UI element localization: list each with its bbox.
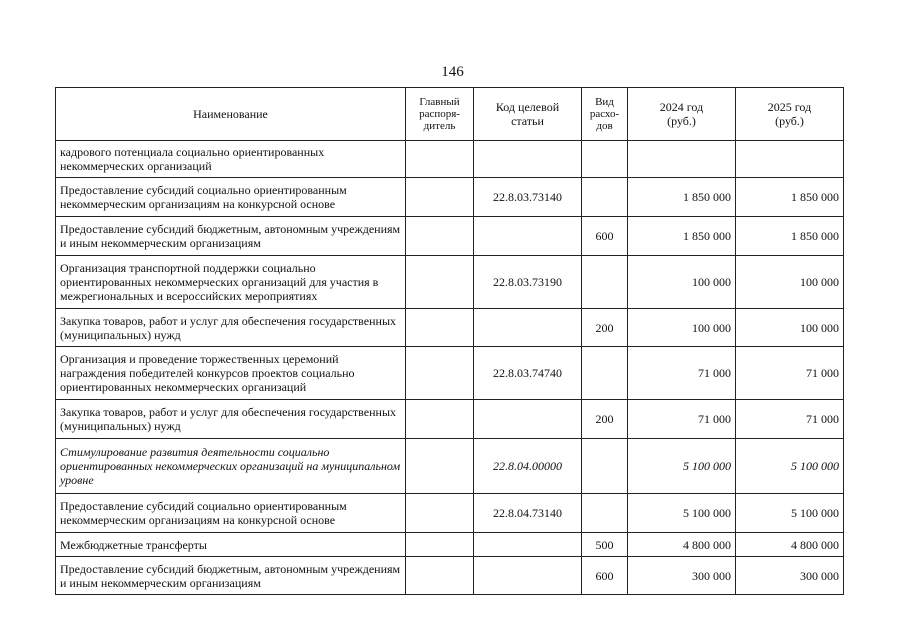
row-code <box>474 217 582 256</box>
row-manager <box>406 400 474 439</box>
table-row <box>56 439 844 494</box>
row-code <box>474 400 582 439</box>
row-code: 22.8.03.74740 <box>474 347 582 400</box>
row-manager <box>406 557 474 595</box>
row-2024: 5 100 000 <box>628 439 736 494</box>
table-row <box>56 178 844 217</box>
row-name: Организация транспортной поддержки социально ориентированных некоммерческих организаций для участия в межрегиональных и всероссийских мероприятиях <box>56 256 406 309</box>
row-2024: 1 850 000 <box>628 217 736 256</box>
row-type: 600 <box>582 217 628 256</box>
row-manager <box>406 347 474 400</box>
row-2024: 71 000 <box>628 400 736 439</box>
row-2024: 100 000 <box>628 256 736 309</box>
table-row <box>56 557 844 595</box>
row-2024: 71 000 <box>628 347 736 400</box>
row-2024: 300 000 <box>628 557 736 595</box>
row-type <box>582 256 628 309</box>
table-header-row <box>56 88 844 141</box>
row-type: 200 <box>582 400 628 439</box>
budget-table <box>55 87 844 595</box>
row-2025: 100 000 <box>736 309 844 347</box>
row-type: 500 <box>582 533 628 557</box>
row-type <box>582 178 628 217</box>
row-2024 <box>628 141 736 178</box>
table-row <box>56 347 844 400</box>
row-type <box>582 141 628 178</box>
row-2025: 5 100 000 <box>736 439 844 494</box>
header-code: Код целевой статьи <box>474 88 582 141</box>
row-2025: 100 000 <box>736 256 844 309</box>
row-2024: 100 000 <box>628 309 736 347</box>
table-row <box>56 400 844 439</box>
row-manager <box>406 439 474 494</box>
row-type <box>582 439 628 494</box>
row-type: 600 <box>582 557 628 595</box>
row-name: Межбюджетные трансферты <box>56 533 406 557</box>
row-code: 22.8.03.73140 <box>474 178 582 217</box>
row-2025: 71 000 <box>736 347 844 400</box>
row-type: 200 <box>582 309 628 347</box>
row-name: Закупка товаров, работ и услуг для обеспечения государственных (муниципальных) нужд <box>56 400 406 439</box>
row-name: Предоставление субсидий бюджетным, автономным учреждениям и иным некоммерческим организациям <box>56 217 406 256</box>
row-2025: 71 000 <box>736 400 844 439</box>
header-manager: Главный распоря- дитель <box>406 88 474 141</box>
row-2025: 300 000 <box>736 557 844 595</box>
row-2024: 1 850 000 <box>628 178 736 217</box>
row-manager <box>406 533 474 557</box>
row-2025 <box>736 141 844 178</box>
row-code <box>474 557 582 595</box>
row-name: Предоставление субсидий бюджетным, автономным учреждениям и иным некоммерческим организациям <box>56 557 406 595</box>
row-manager <box>406 309 474 347</box>
row-2025: 1 850 000 <box>736 217 844 256</box>
header-2025: 2025 год (руб.) <box>736 88 844 141</box>
row-code: 22.8.04.73140 <box>474 494 582 533</box>
row-manager <box>406 256 474 309</box>
row-manager <box>406 494 474 533</box>
table-row <box>56 217 844 256</box>
row-name: Стимулирование развития деятельности социально ориентированных некоммерческих организаций на муниципальном уровне <box>56 439 406 494</box>
row-name: Организация и проведение торжественных церемоний награждения победителей конкурсов проектов социально ориентированных некоммерческих организаций <box>56 347 406 400</box>
row-code <box>474 533 582 557</box>
row-name: Предоставление субсидий социально ориентированным некоммерческим организациям на конкурсной основе <box>56 178 406 217</box>
table-row <box>56 309 844 347</box>
header-name: Наименование <box>56 88 406 141</box>
row-2025: 4 800 000 <box>736 533 844 557</box>
row-name: Предоставление субсидий социально ориентированным некоммерческим организациям на конкурсной основе <box>56 494 406 533</box>
row-name: Закупка товаров, работ и услуг для обеспечения государственных (муниципальных) нужд <box>56 309 406 347</box>
header-2024: 2024 год (руб.) <box>628 88 736 141</box>
row-code: 22.8.04.00000 <box>474 439 582 494</box>
row-2025: 5 100 000 <box>736 494 844 533</box>
row-2024: 4 800 000 <box>628 533 736 557</box>
page-number: 146 <box>441 64 464 80</box>
row-manager <box>406 178 474 217</box>
row-code: 22.8.03.73190 <box>474 256 582 309</box>
row-name: кадрового потенциала социально ориентированных некоммерческих организаций <box>56 141 406 178</box>
table-row <box>56 256 844 309</box>
header-type: Вид расхо- дов <box>582 88 628 141</box>
table-row <box>56 494 844 533</box>
table-row <box>56 533 844 557</box>
row-manager <box>406 141 474 178</box>
table-row <box>56 141 844 178</box>
row-2024: 5 100 000 <box>628 494 736 533</box>
row-manager <box>406 217 474 256</box>
row-type <box>582 494 628 533</box>
row-code <box>474 309 582 347</box>
row-code <box>474 141 582 178</box>
row-2025: 1 850 000 <box>736 178 844 217</box>
row-type <box>582 347 628 400</box>
